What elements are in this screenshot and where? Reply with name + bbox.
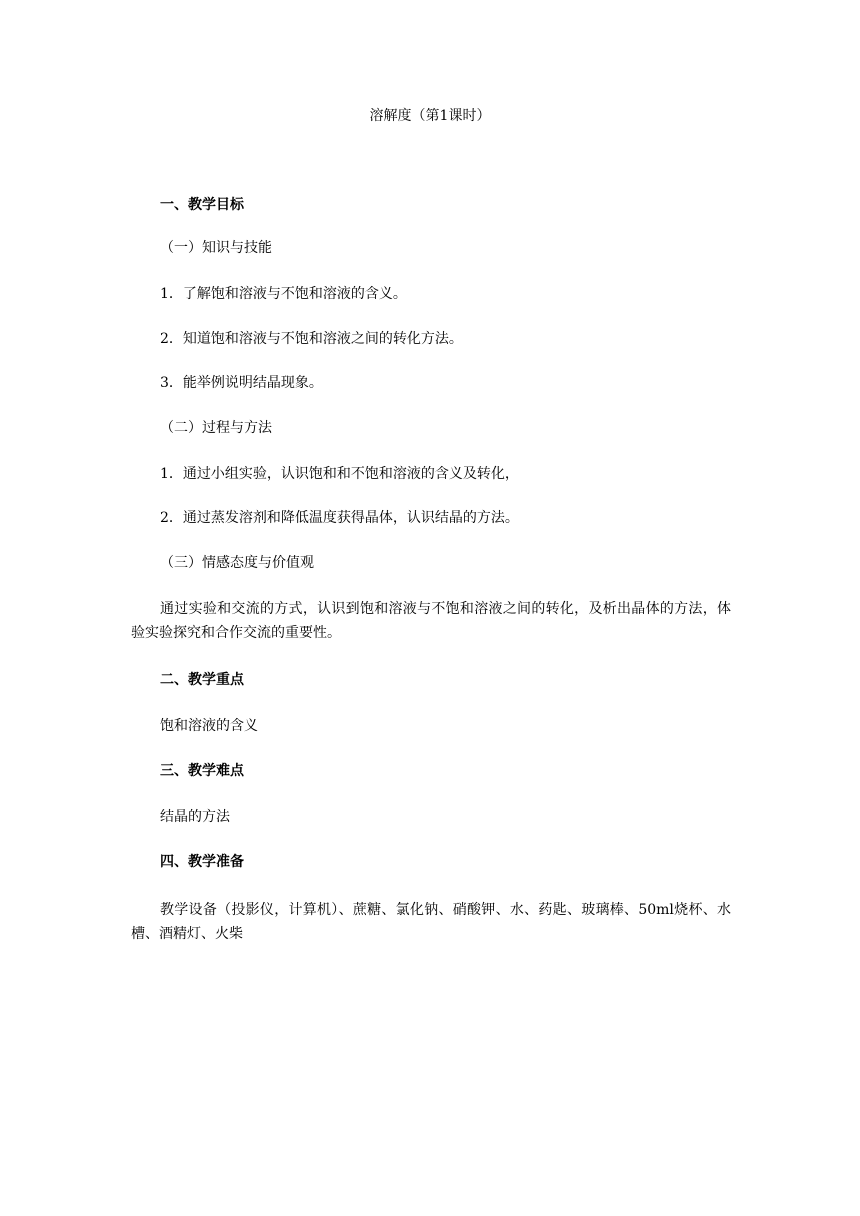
knowledge-item-3: 3．能举例说明结晶现象。 bbox=[160, 375, 323, 391]
emotion-paragraph: 通过实验和交流的方式，认识到饱和溶液与不饱和溶液之间的转化，及析出晶体的方法，体验实验探究和合作交流的重要性。 bbox=[131, 601, 731, 641]
document-title: 溶解度（第1课时） bbox=[369, 108, 491, 124]
knowledge-item-1: 1．了解饱和溶液与不饱和溶液的含义。 bbox=[160, 286, 407, 302]
difficulty-text: 结晶的方法 bbox=[160, 809, 230, 825]
key-point-text: 饱和溶液的含义 bbox=[160, 718, 258, 734]
section-heading-difficulty: 三、教学难点 bbox=[160, 763, 244, 779]
subsection-heading-knowledge: （一）知识与技能 bbox=[160, 240, 272, 256]
preparation-paragraph: 教学设备（投影仪，计算机）、蔗糖、氯化钠、硝酸钾、水、药匙、玻璃棒、50ml烧杯、水槽、酒精灯、火柴 bbox=[131, 902, 731, 942]
subsection-heading-process: （二）过程与方法 bbox=[160, 420, 272, 436]
subsection-heading-emotion: （三）情感态度与价值观 bbox=[160, 555, 314, 571]
process-item-1: 1．通过小组实验，认识饱和和不饱和溶液的含义及转化， bbox=[160, 466, 519, 482]
knowledge-item-2: 2．知道饱和溶液与不饱和溶液之间的转化方法。 bbox=[160, 331, 463, 347]
process-item-2: 2．通过蒸发溶剂和降低温度获得晶体，认识结晶的方法。 bbox=[160, 510, 519, 526]
section-heading-key-point: 二、教学重点 bbox=[160, 672, 244, 688]
section-heading-preparation: 四、教学准备 bbox=[160, 854, 244, 870]
section-heading-objectives: 一、教学目标 bbox=[160, 197, 244, 213]
